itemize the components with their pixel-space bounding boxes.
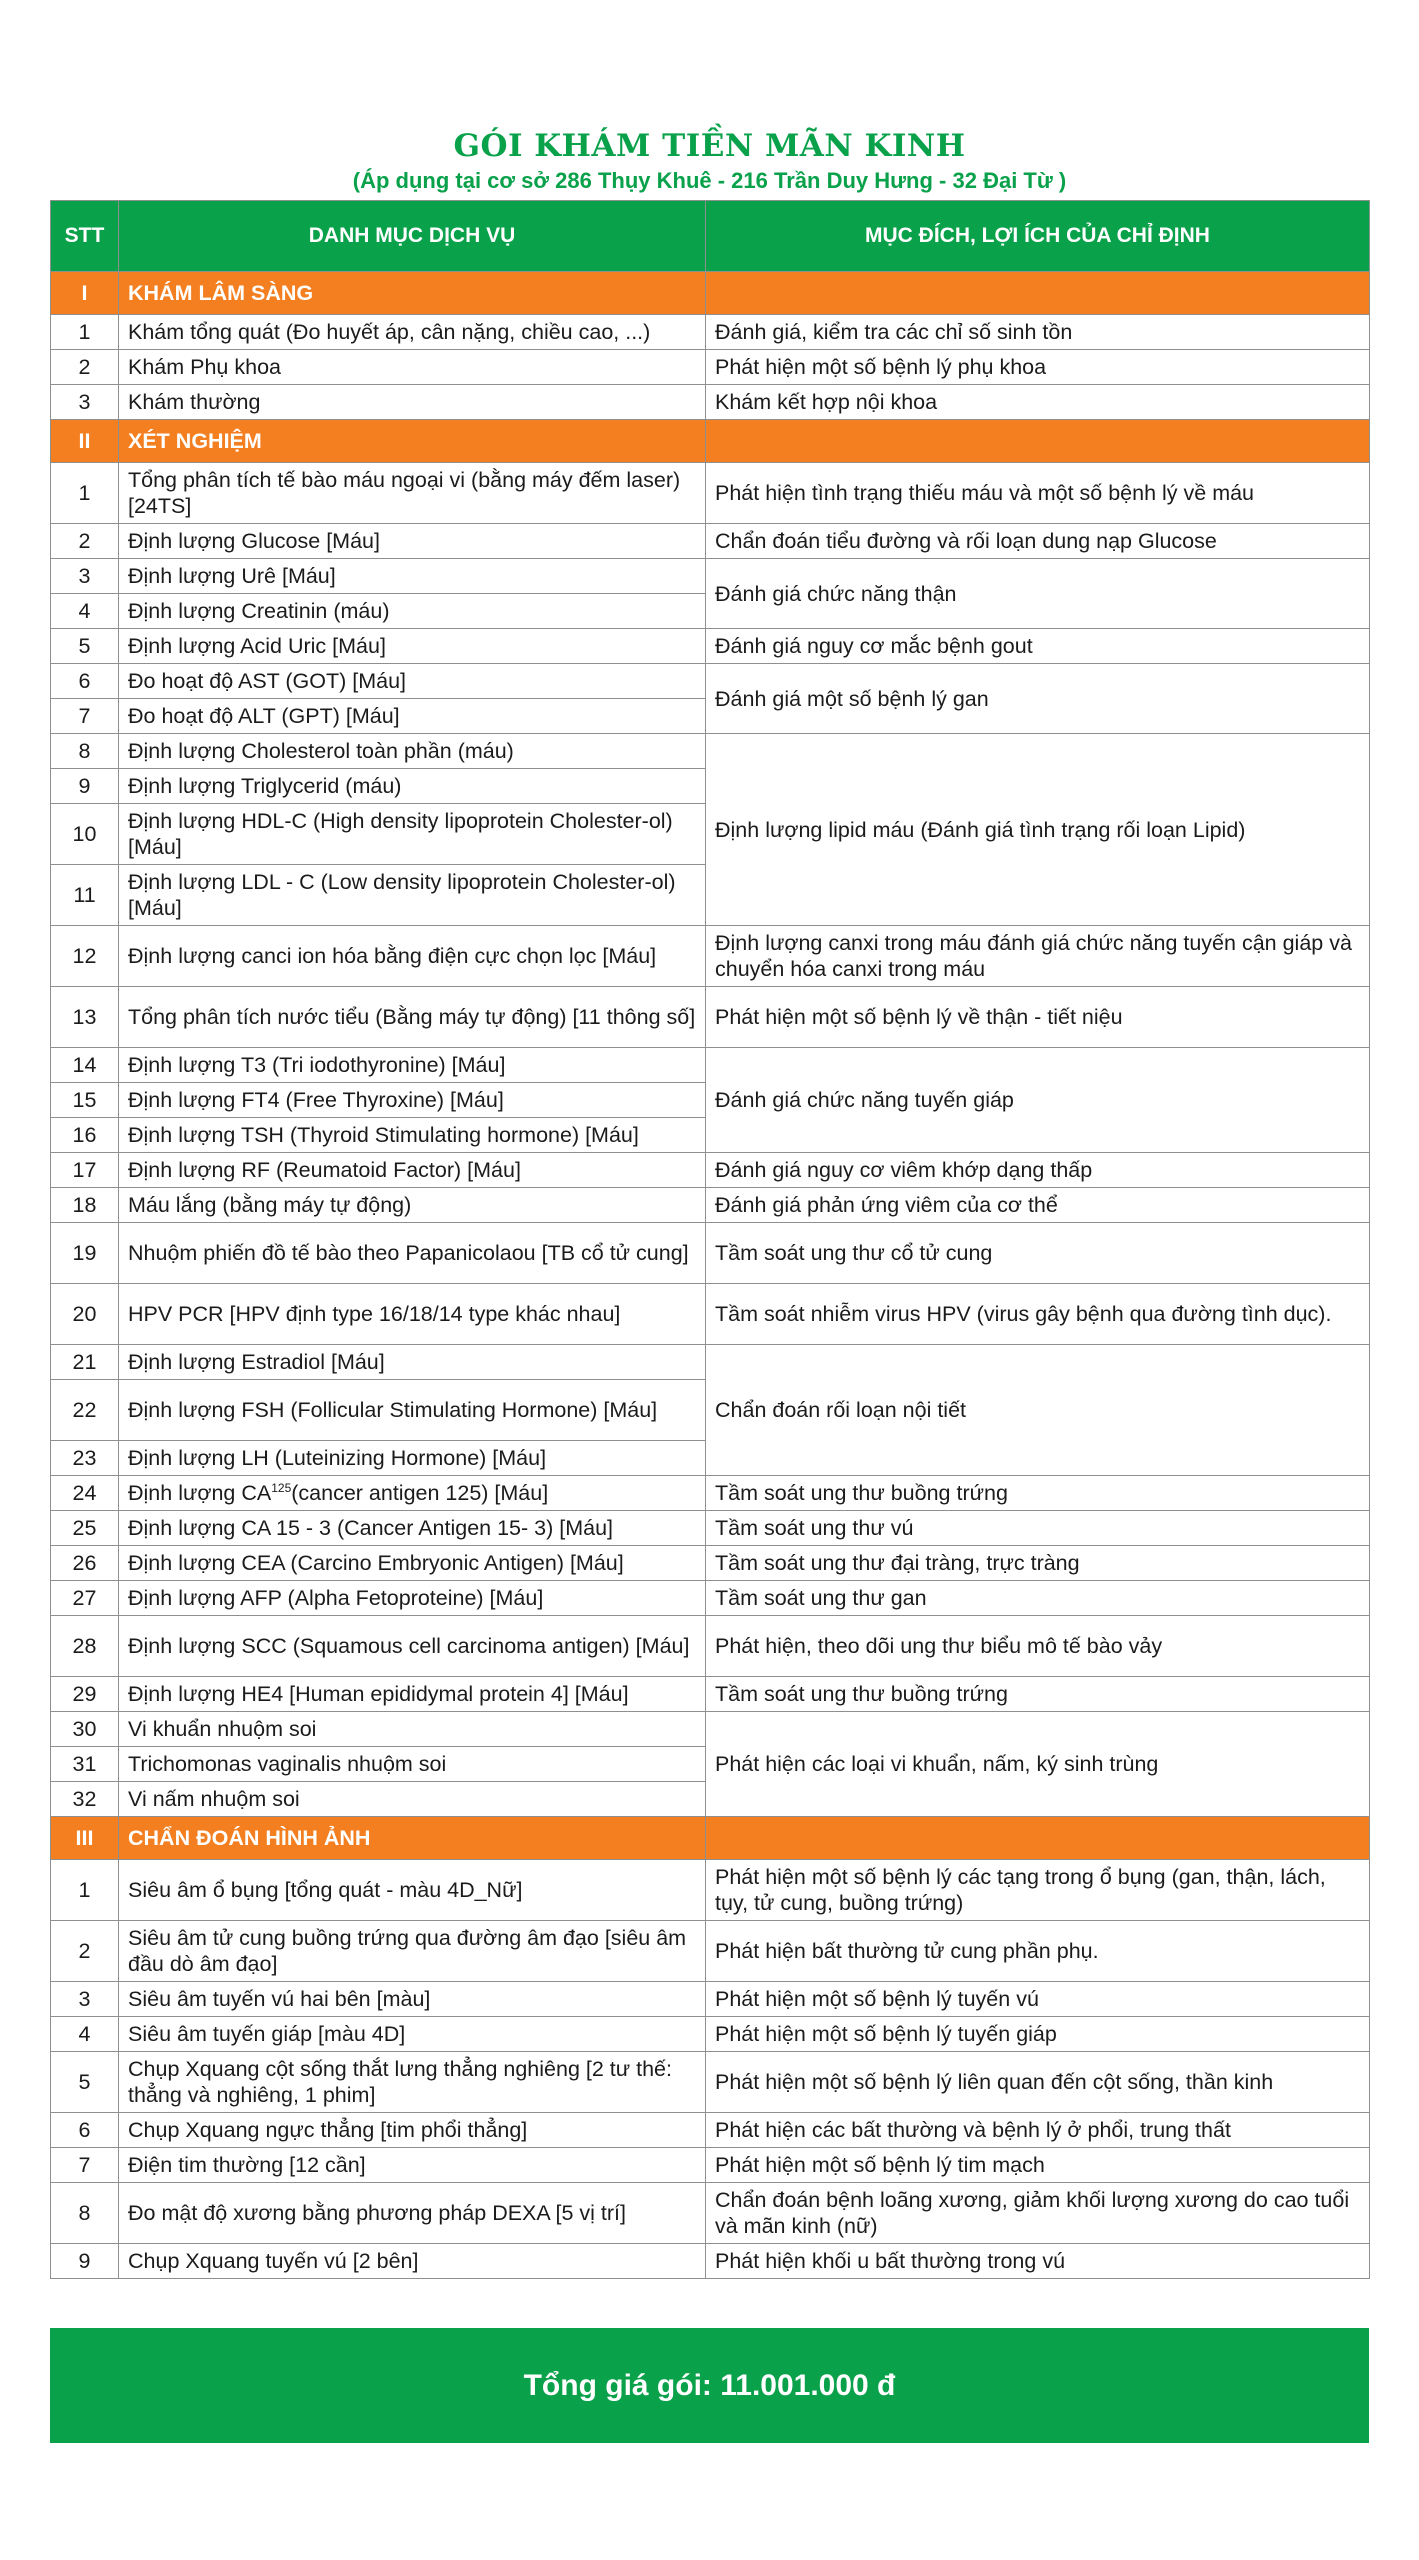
row-stt: 2 — [51, 1921, 119, 1982]
section-name: CHẨN ĐOÁN HÌNH ẢNH — [119, 1817, 706, 1860]
row-stt: 14 — [51, 1048, 119, 1083]
row-purpose: Phát hiện bất thường tử cung phần phụ. — [706, 1921, 1370, 1982]
row-purpose: Tầm soát ung thư đại tràng, trực tràng — [706, 1546, 1370, 1581]
row-stt: 10 — [51, 804, 119, 865]
row-purpose: Đánh giá chức năng tuyến giáp — [706, 1048, 1370, 1153]
row-service: Định lượng Glucose [Máu] — [119, 524, 706, 559]
row-stt: 4 — [51, 594, 119, 629]
row-service: Định lượng Creatinin (máu) — [119, 594, 706, 629]
row-stt: 3 — [51, 1982, 119, 2017]
row-stt: 21 — [51, 1345, 119, 1380]
row-service: Siêu âm ổ bụng [tổng quát - màu 4D_Nữ] — [119, 1860, 706, 1921]
row-service: Định lượng Urê [Máu] — [119, 559, 706, 594]
header-stt: STT — [51, 201, 119, 272]
row-service: Định lượng FT4 (Free Thyroxine) [Máu] — [119, 1083, 706, 1118]
row-service: Định lượng HDL-C (High density lipoprotein Cholester-ol) [Máu] — [119, 804, 706, 865]
table-row — [51, 2052, 1370, 2113]
page-title: GÓI KHÁM TIỀN MÃN KINH — [453, 128, 966, 164]
row-service: Định lượng canci ion hóa bằng điện cực chọn lọc [Máu] — [119, 926, 706, 987]
table-row — [51, 2244, 1370, 2279]
table-row — [51, 926, 1370, 987]
row-purpose: Định lượng lipid máu (Đánh giá tình trạng rối loạn Lipid) — [706, 734, 1370, 926]
section-row — [51, 272, 1370, 315]
row-purpose: Chẩn đoán rối loạn nội tiết — [706, 1345, 1370, 1476]
row-stt: 3 — [51, 559, 119, 594]
row-service: Định lượng Triglycerid (máu) — [119, 769, 706, 804]
table-row — [51, 315, 1370, 350]
table-row — [51, 559, 1370, 594]
row-purpose: Đánh giá nguy cơ viêm khớp dạng thấp — [706, 1153, 1370, 1188]
table-row — [51, 734, 1370, 769]
row-service: Khám tổng quát (Đo huyết áp, cân nặng, chiều cao, ...) — [119, 315, 706, 350]
row-service: Định lượng Estradiol [Máu] — [119, 1345, 706, 1380]
row-stt: 3 — [51, 385, 119, 420]
row-purpose: Đánh giá, kiểm tra các chỉ số sinh tồn — [706, 315, 1370, 350]
row-stt: 23 — [51, 1441, 119, 1476]
row-service: Tổng phân tích nước tiểu (Bằng máy tự động) [11 thông số] — [119, 987, 706, 1048]
row-service: Chụp Xquang tuyến vú [2 bên] — [119, 2244, 706, 2279]
table-row — [51, 987, 1370, 1048]
header-purpose: MỤC ĐÍCH, LỢI ÍCH CỦA CHỈ ĐỊNH — [706, 201, 1370, 272]
table-row — [51, 385, 1370, 420]
row-stt: 1 — [51, 463, 119, 524]
row-stt: 29 — [51, 1677, 119, 1712]
row-stt: 32 — [51, 1782, 119, 1817]
table-row — [51, 463, 1370, 524]
row-service: Định lượng LDL - C (Low density lipoprotein Cholester-ol) [Máu] — [119, 865, 706, 926]
table-row — [51, 2148, 1370, 2183]
row-stt: 7 — [51, 699, 119, 734]
row-purpose: Phát hiện một số bệnh lý về thận - tiết niệu — [706, 987, 1370, 1048]
row-stt: 5 — [51, 2052, 119, 2113]
table-row — [51, 1188, 1370, 1223]
row-purpose: Đánh giá chức năng thận — [706, 559, 1370, 629]
row-purpose: Phát hiện một số bệnh lý tim mạch — [706, 2148, 1370, 2183]
table-row — [51, 1153, 1370, 1188]
row-stt: 24 — [51, 1476, 119, 1511]
row-stt: 15 — [51, 1083, 119, 1118]
row-stt: 30 — [51, 1712, 119, 1747]
row-stt: 1 — [51, 315, 119, 350]
row-purpose: Chẩn đoán bệnh loãng xương, giảm khối lượng xương do cao tuổi và mãn kinh (nữ) — [706, 2183, 1370, 2244]
row-purpose: Đánh giá phản ứng viêm của cơ thể — [706, 1188, 1370, 1223]
row-purpose: Phát hiện, theo dõi ung thư biểu mô tế bào vảy — [706, 1616, 1370, 1677]
row-service: Vi khuẩn nhuộm soi — [119, 1712, 706, 1747]
row-purpose: Tầm soát ung thư cổ tử cung — [706, 1223, 1370, 1284]
row-service: Chụp Xquang ngực thẳng [tim phổi thẳng] — [119, 2113, 706, 2148]
row-service: Khám thường — [119, 385, 706, 420]
row-service: Điện tim thường [12 cần] — [119, 2148, 706, 2183]
row-purpose: Phát hiện khối u bất thường trong vú — [706, 2244, 1370, 2279]
row-purpose: Phát hiện một số bệnh lý phụ khoa — [706, 350, 1370, 385]
row-stt: 2 — [51, 350, 119, 385]
table-row — [51, 1677, 1370, 1712]
table-row — [51, 1048, 1370, 1083]
row-purpose: Phát hiện các loại vi khuẩn, nấm, ký sinh trùng — [706, 1712, 1370, 1817]
row-stt: 22 — [51, 1380, 119, 1441]
page-subtitle: (Áp dụng tại cơ sở 286 Thụy Khuê - 216 Trần Duy Hưng - 32 Đại Từ ) — [352, 168, 1067, 193]
table-row — [51, 1345, 1370, 1380]
table-header-row — [51, 201, 1370, 272]
row-service: Định lượng LH (Luteinizing Hormone) [Máu] — [119, 1441, 706, 1476]
row-stt: 6 — [51, 664, 119, 699]
row-purpose: Tầm soát ung thư buồng trứng — [706, 1476, 1370, 1511]
total-price-banner: Tổng giá gói: 11.001.000 đ — [50, 2328, 1369, 2443]
row-purpose: Tầm soát ung thư vú — [706, 1511, 1370, 1546]
row-stt: 2 — [51, 524, 119, 559]
section-number: II — [51, 420, 119, 463]
row-stt: 7 — [51, 2148, 119, 2183]
row-stt: 8 — [51, 2183, 119, 2244]
row-service: Định lượng CA$^{125}$(cancer antigen 125) [Máu] — [119, 1476, 706, 1511]
row-service: Định lượng HE4 [Human epididymal protein 4] [Máu] — [119, 1677, 706, 1712]
row-stt: 9 — [51, 769, 119, 804]
table-row — [51, 1581, 1370, 1616]
row-stt: 20 — [51, 1284, 119, 1345]
row-stt: 25 — [51, 1511, 119, 1546]
section-row — [51, 1817, 1370, 1860]
table-row — [51, 1712, 1370, 1747]
row-stt: 16 — [51, 1118, 119, 1153]
section-name: KHÁM LÂM SÀNG — [119, 272, 706, 315]
row-stt: 19 — [51, 1223, 119, 1284]
table-row — [51, 1921, 1370, 1982]
row-purpose: Phát hiện một số bệnh lý tuyến vú — [706, 1982, 1370, 2017]
table-row — [51, 1860, 1370, 1921]
table-row — [51, 2017, 1370, 2052]
table-row — [51, 2113, 1370, 2148]
row-stt: 13 — [51, 987, 119, 1048]
row-stt: 6 — [51, 2113, 119, 2148]
row-stt: 12 — [51, 926, 119, 987]
table-row — [51, 1511, 1370, 1546]
row-stt: 28 — [51, 1616, 119, 1677]
row-service: Định lượng SCC (Squamous cell carcinoma antigen) [Máu] — [119, 1616, 706, 1677]
row-service: Siêu âm tuyến vú hai bên [màu] — [119, 1982, 706, 2017]
service-table — [50, 200, 1370, 2279]
row-service: Khám Phụ khoa — [119, 350, 706, 385]
table-row — [51, 1616, 1370, 1677]
row-service: Định lượng T3 (Tri iodothyronine) [Máu] — [119, 1048, 706, 1083]
row-stt: 18 — [51, 1188, 119, 1223]
row-service: HPV PCR [HPV định type 16/18/14 type khác nhau] — [119, 1284, 706, 1345]
table-row — [51, 1546, 1370, 1581]
row-stt: 9 — [51, 2244, 119, 2279]
row-purpose: Đánh giá nguy cơ mắc bệnh gout — [706, 629, 1370, 664]
table-row — [51, 1476, 1370, 1511]
row-service: Nhuộm phiến đồ tế bào theo Papanicolaou [TB cổ tử cung] — [119, 1223, 706, 1284]
row-purpose: Tầm soát nhiễm virus HPV (virus gây bệnh qua đường tình dục). — [706, 1284, 1370, 1345]
row-service: Trichomonas vaginalis nhuộm soi — [119, 1747, 706, 1782]
row-purpose: Khám kết hợp nội khoa — [706, 385, 1370, 420]
row-service: Đo mật độ xương bằng phương pháp DEXA [5 vị trí] — [119, 2183, 706, 2244]
row-service: Định lượng RF (Reumatoid Factor) [Máu] — [119, 1153, 706, 1188]
row-purpose: Đánh giá một số bệnh lý gan — [706, 664, 1370, 734]
table-row — [51, 664, 1370, 699]
row-purpose: Phát hiện tình trạng thiếu máu và một số bệnh lý về máu — [706, 463, 1370, 524]
row-stt: 17 — [51, 1153, 119, 1188]
section-row — [51, 420, 1370, 463]
row-stt: 31 — [51, 1747, 119, 1782]
row-service: Định lượng Acid Uric [Máu] — [119, 629, 706, 664]
row-purpose: Phát hiện một số bệnh lý các tạng trong ổ bụng (gan, thận, lách, tụy, tử cung, buồng trứng) — [706, 1860, 1370, 1921]
table-row — [51, 2183, 1370, 2244]
section-name: XÉT NGHIỆM — [119, 420, 706, 463]
row-stt: 27 — [51, 1581, 119, 1616]
row-stt: 8 — [51, 734, 119, 769]
table-row — [51, 1223, 1370, 1284]
row-service: Siêu âm tử cung buồng trứng qua đường âm đạo [siêu âm đầu dò âm đạo] — [119, 1921, 706, 1982]
row-stt: 4 — [51, 2017, 119, 2052]
row-stt: 26 — [51, 1546, 119, 1581]
row-service: Vi nấm nhuộm soi — [119, 1782, 706, 1817]
section-number: I — [51, 272, 119, 315]
row-stt: 1 — [51, 1860, 119, 1921]
row-purpose: Tầm soát ung thư gan — [706, 1581, 1370, 1616]
row-service: Máu lắng (bằng máy tự động) — [119, 1188, 706, 1223]
row-service: Định lượng TSH (Thyroid Stimulating hormone) [Máu] — [119, 1118, 706, 1153]
row-purpose: Phát hiện một số bệnh lý liên quan đến cột sống, thần kinh — [706, 2052, 1370, 2113]
table-row — [51, 350, 1370, 385]
row-service: Tổng phân tích tế bào máu ngoại vi (bằng máy đếm laser) [24TS] — [119, 463, 706, 524]
row-stt: 11 — [51, 865, 119, 926]
row-purpose: Tầm soát ung thư buồng trứng — [706, 1677, 1370, 1712]
row-service: Định lượng FSH (Follicular Stimulating Hormone) [Máu] — [119, 1380, 706, 1441]
table-row — [51, 1284, 1370, 1345]
row-service: Định lượng Cholesterol toàn phần (máu) — [119, 734, 706, 769]
row-purpose: Định lượng canxi trong máu đánh giá chức năng tuyến cận giáp và chuyển hóa canxi trong máu — [706, 926, 1370, 987]
row-purpose: Chẩn đoán tiểu đường và rối loạn dung nạp Glucose — [706, 524, 1370, 559]
row-service: Định lượng CA 15 - 3 (Cancer Antigen 15- 3) [Máu] — [119, 1511, 706, 1546]
row-service: Định lượng CEA (Carcino Embryonic Antigen) [Máu] — [119, 1546, 706, 1581]
row-service: Chụp Xquang cột sống thắt lưng thẳng nghiêng [2 tư thế: thẳng và nghiêng, 1 phim] — [119, 2052, 706, 2113]
header-service: DANH MỤC DỊCH VỤ — [119, 201, 706, 272]
row-service: Đo hoạt độ ALT (GPT) [Máu] — [119, 699, 706, 734]
row-purpose: Phát hiện một số bệnh lý tuyến giáp — [706, 2017, 1370, 2052]
row-service: Đo hoạt độ AST (GOT) [Máu] — [119, 664, 706, 699]
table-row — [51, 1982, 1370, 2017]
row-purpose: Phát hiện các bất thường và bệnh lý ở phổi, trung thất — [706, 2113, 1370, 2148]
section-number: III — [51, 1817, 119, 1860]
row-service: Định lượng AFP (Alpha Fetoproteine) [Máu] — [119, 1581, 706, 1616]
row-service: Siêu âm tuyến giáp [màu 4D] — [119, 2017, 706, 2052]
table-row — [51, 629, 1370, 664]
row-stt: 5 — [51, 629, 119, 664]
table-row — [51, 524, 1370, 559]
